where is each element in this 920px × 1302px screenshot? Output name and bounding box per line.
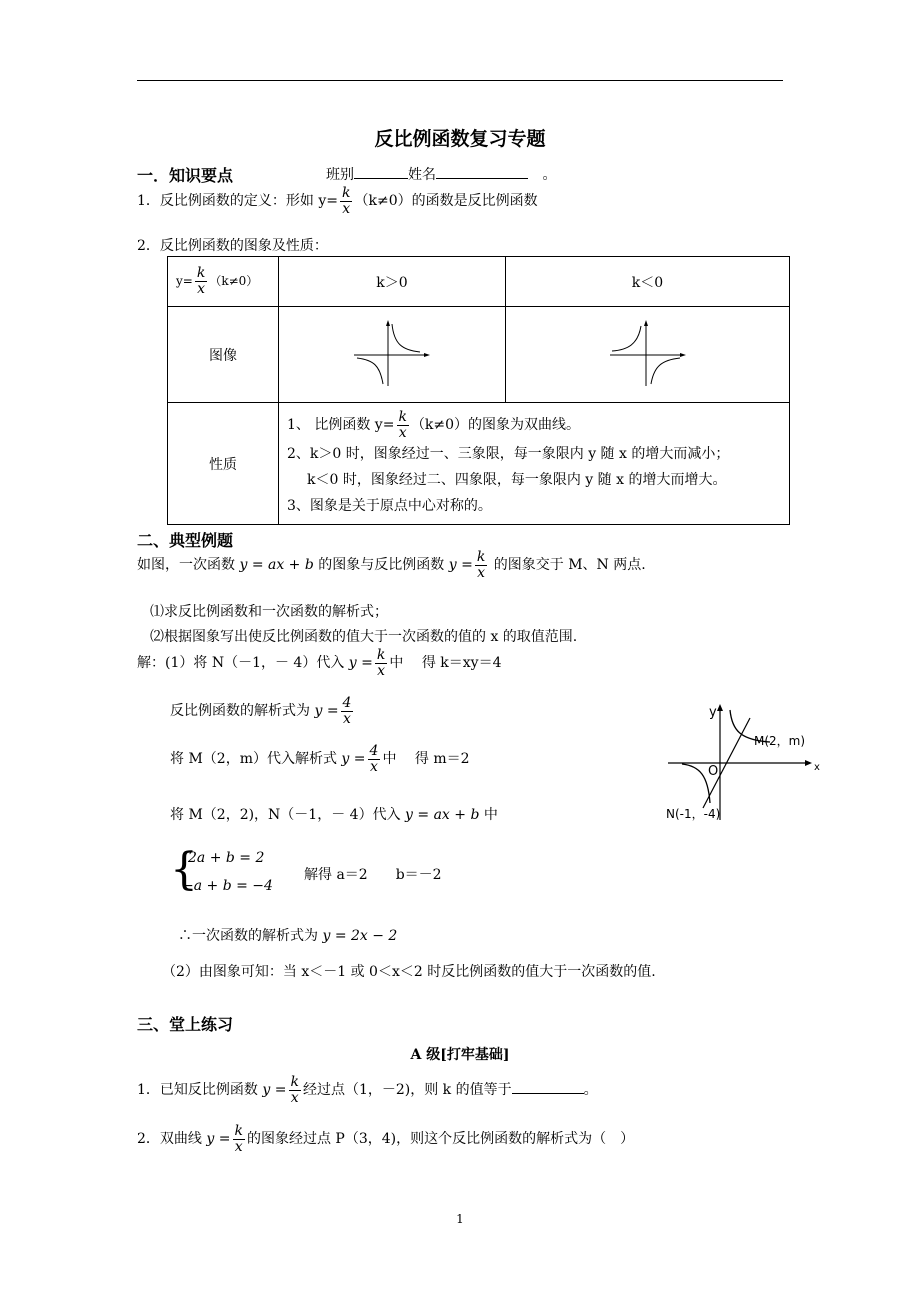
sol4-eq: y = ax + b [405,807,480,823]
frac-denominator: x [343,710,351,727]
page-number: 1 [456,1212,464,1226]
example-graph [660,698,830,828]
ex1-eq: y = [262,1082,287,1099]
head-prefix: y= [176,274,193,289]
prop1-suffix: （k≠0）的图象为双曲线。 [410,417,581,434]
properties-table [167,256,790,525]
question-1: ⑴求反比例函数和一次函数的解析式； [150,604,388,620]
sol4-text: 将 M（2，2)，N（－1，－ 4）代入 [170,807,401,823]
frac-numerator: k [196,265,206,282]
graph-y-label: y [709,705,717,720]
linear-result-eq: y = 2x − 2 [322,928,398,944]
ex2-fraction [232,1124,244,1154]
intro-fraction [475,550,487,580]
head-fraction [195,266,207,296]
sol3-text: 将 M（2，m）代入解析式 [170,751,337,768]
frac-numerator: k [476,549,486,565]
example-intro [137,550,646,580]
frac-denominator: x [234,1138,243,1155]
row-props-label: 性质 [168,403,279,525]
exercise-1 [137,1075,598,1105]
prop1-prefix: 1、 比例函数 y= [287,417,395,434]
solution-step-4 [170,804,498,824]
k-over-x-fraction [340,186,352,216]
frac-numerator: k [290,1074,299,1090]
prop-2: 2、k＞0 时，图象经过一、三象限，每一象限内 y 随 x 的增大而减小； [287,445,730,462]
definition-prefix: 1．反比例函数的定义：形如 y= [137,193,338,210]
frac-denominator: x [370,758,378,775]
definition-line [137,186,538,216]
frac-numerator: 4 [369,743,379,759]
ex2-prefix: 2．双曲线 [137,1131,202,1148]
ex1-fraction [288,1075,300,1105]
ex2-text: 的图象经过点 P（3，4)，则这个反比例函数的解析式为（ ） [246,1131,635,1148]
linear-result [178,925,397,945]
page-title: 反比例函数复习专题 [374,128,546,150]
prop-3: 3、图象是关于原点中心对称的。 [287,497,492,514]
linear-eq: y = ax + b [239,557,314,574]
point-n-label: N(-1，-4) [666,807,721,821]
system-brace: { [170,844,198,895]
props-content [279,403,790,525]
graph-origin-label: O [708,764,719,779]
sol3-eq: y = [341,751,366,768]
end-mark: 。 [542,167,557,183]
ex1-answer-blank[interactable] [512,1093,584,1094]
sol1-fraction [375,648,387,678]
hyperbola-positive-icon [352,318,432,388]
header-rule [137,80,783,81]
hyperbola-negative-icon [608,318,688,388]
ex1-text: 经过点（1，－2)，则 k 的值等于 [302,1082,512,1099]
linear-result-text: ∴一次函数的解析式为 [178,928,318,944]
intro-text-b: 的图象与反比例函数 [318,557,445,574]
sol1-eq: y = [348,655,373,672]
graph-k-positive [279,307,506,403]
name-label: 姓名 [408,167,436,183]
solution-step-1 [137,648,501,678]
exercise-2 [137,1124,634,1154]
sol3-fraction [368,744,381,774]
frac-numerator: 4 [342,695,352,711]
solution-step-3 [170,744,470,774]
curve-branch-2 [682,764,710,803]
frac-numerator: k [376,647,386,663]
sol1-text: 解：(1）将 N（－1，－ 4）代入 [137,655,345,672]
section1-heading: 一．知识要点 [137,166,234,185]
frac-numerator: k [234,1123,243,1139]
frac-numerator: k [342,185,351,201]
ex1-prefix: 1．已知反比例函数 [137,1082,258,1099]
frac-denominator: x [290,1089,299,1106]
ex1-end: 。 [583,1082,598,1099]
system-result: 解得 a＝2 b＝－2 [304,867,442,883]
frac-numerator: k [398,409,407,426]
section2-heading: 二、典型例题 [137,531,234,550]
sol1-result: 中 得 k＝xy＝4 [389,655,502,672]
sol2-fraction [341,696,354,726]
sol2-text: 反比例函数的解析式为 [170,703,310,720]
y-arrow-icon [717,704,723,711]
class-blank[interactable] [354,178,408,179]
question-2: ⑵根据图象写出使反比例函数的值大于一次函数的值的 x 的取值范围. [150,629,578,645]
col-k-negative: k＜0 [506,257,790,307]
level-heading: A 级[打牢基础] [410,1047,510,1063]
frac-denominator: x [398,425,407,441]
graph-x-label: x [814,762,820,773]
sol3-result: 中 得 m＝2 [382,751,470,768]
inverse-eq: y = [448,557,473,574]
system-eq-2: −a + b = −4 [182,878,273,894]
class-name-line [326,164,556,184]
item2-line: 2．反比例函数的图象及性质： [137,238,328,254]
table-head-formula [168,257,279,307]
intro-text-a: 如图，一次函数 [137,557,235,574]
ex2-eq: y = [206,1131,231,1148]
name-blank[interactable] [436,178,528,179]
graph-k-negative [506,307,790,403]
frac-denominator: x [477,564,486,581]
head-suffix: （k≠0） [209,274,259,289]
frac-denominator: x [377,662,386,679]
intro-text-c: 的图象交于 M、N 两点. [493,557,646,574]
row-graph-label: 图像 [168,307,279,403]
prop-1 [287,410,781,440]
class-label: 班别 [326,167,354,183]
frac-denominator: x [342,200,351,217]
definition-suffix: （k≠0）的函数是反比例函数 [354,193,538,210]
section3-heading: 三、堂上练习 [137,1015,234,1034]
point-m-label: M(2，m) [754,734,806,748]
frac-denominator: x [197,281,206,297]
solution-step-2 [170,696,355,726]
prop1-fraction [396,410,408,440]
sol4-suffix: 中 [483,807,498,823]
sol2-eq: y = [314,703,339,720]
system-eq-1: 2a + b = 2 [188,850,265,866]
x-arrow-icon [805,760,812,766]
solution-part-2: （2）由图象可知：当 x＜－1 或 0＜x＜2 时反比例函数的值大于一次函数的值. [162,964,656,980]
prop-2b: k＜0 时，图象经过二、四象限，每一象限内 y 随 x 的增大而增大。 [307,471,727,488]
col-k-positive: k＞0 [279,257,506,307]
